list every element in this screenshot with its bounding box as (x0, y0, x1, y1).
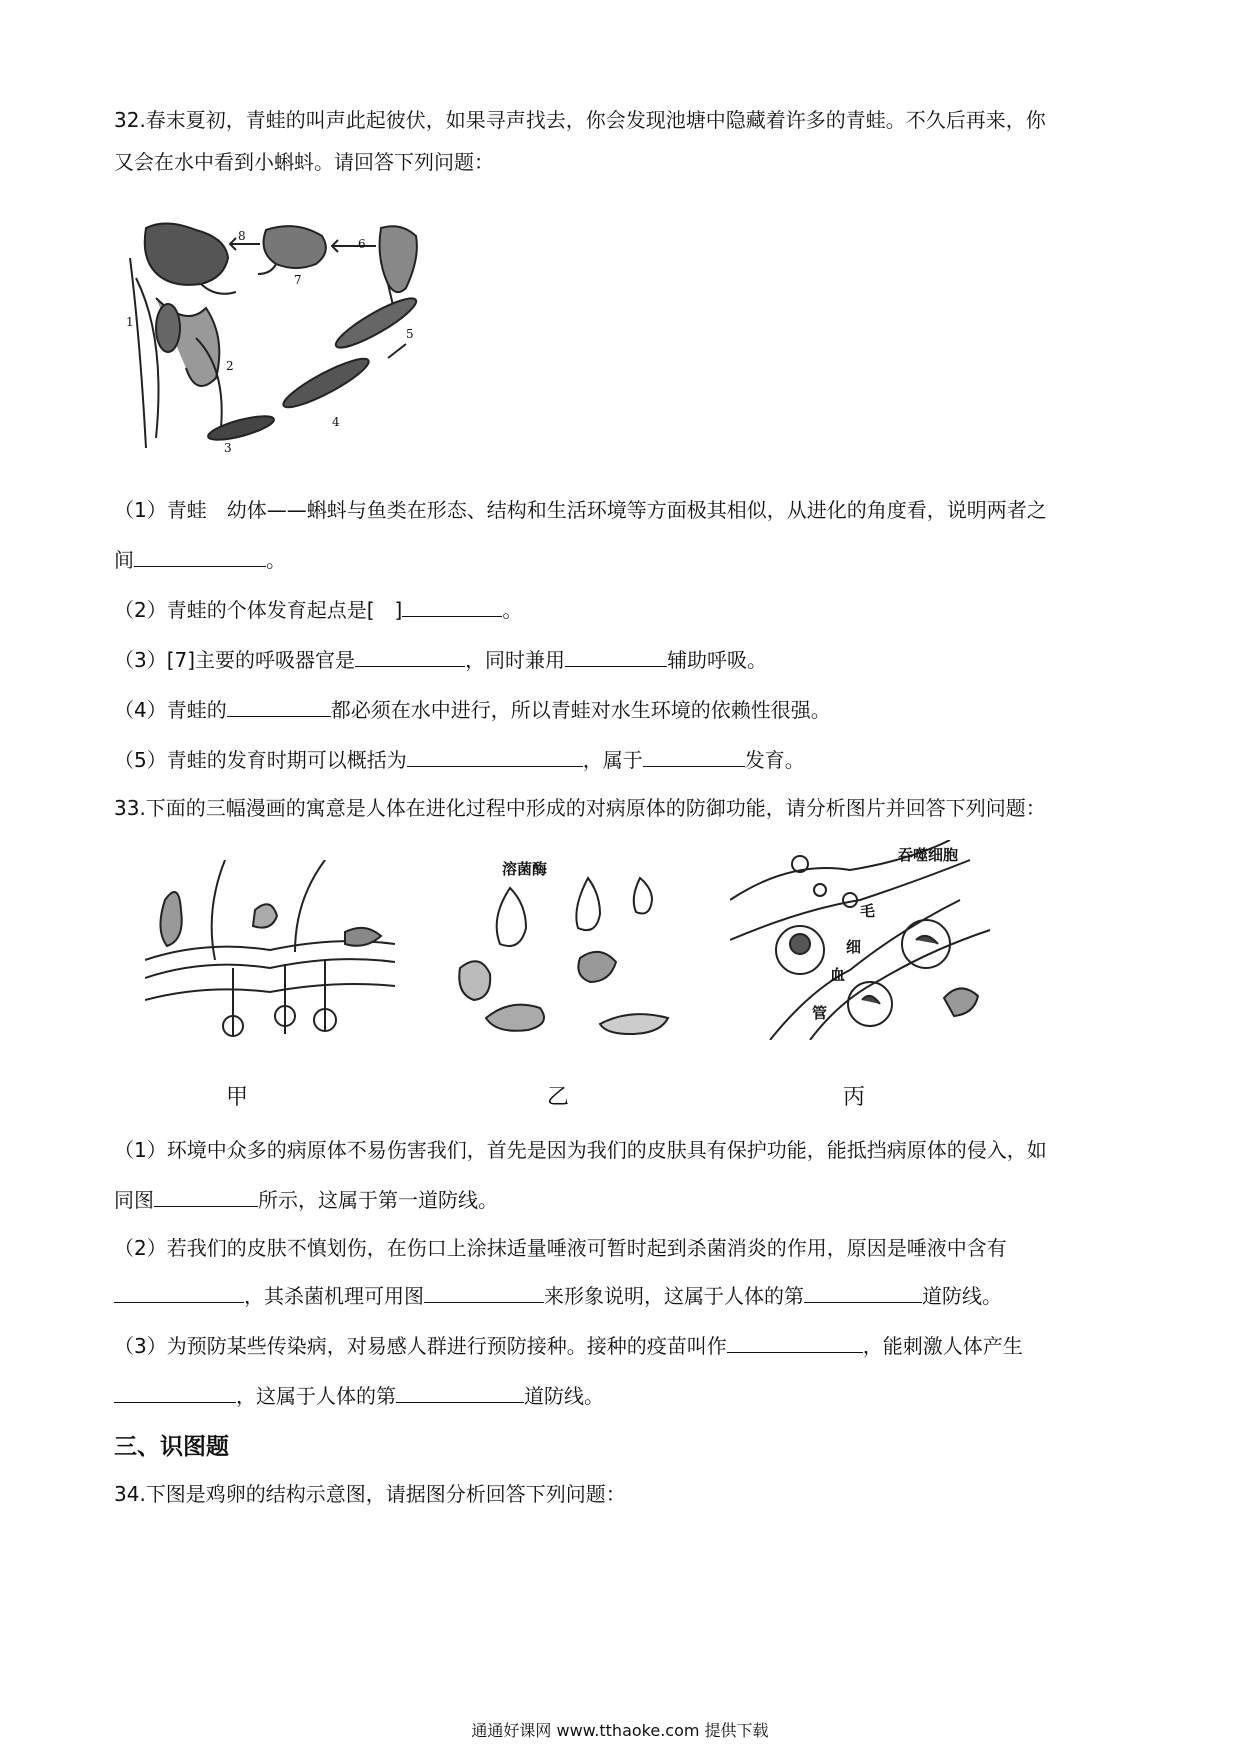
answer-blank[interactable] (114, 1282, 244, 1303)
text-span: 道防线。 (524, 1384, 604, 1408)
text-span: （3）为预防某些传染病，对易感人群进行预防接种。接种的疫苗叫作 (114, 1334, 727, 1358)
answer-blank[interactable] (643, 746, 745, 767)
figure-number-3: 3 (224, 441, 232, 455)
q33-sub3-line-1 (114, 1332, 1023, 1360)
answer-blank[interactable] (396, 1382, 524, 1403)
q33-sub2-line-1: （2）若我们的皮肤不慎划伤，在伤口上涂抹适量唾液可暂时起到杀菌消炎的作用，原因是唾液中含有 (114, 1236, 1007, 1260)
figure-yi-lysozyme (440, 848, 690, 1038)
answer-blank[interactable] (407, 746, 583, 767)
q33-sub2-line-2 (114, 1282, 1002, 1310)
figure-jia-skin (145, 860, 395, 1040)
text-span: 所示，这属于第一道防线。 (258, 1188, 498, 1212)
answer-blank[interactable] (227, 696, 331, 717)
text-span: ，其杀菌机理可用图 (244, 1284, 424, 1308)
q32-intro-line-1: 32.春末夏初，青蛙的叫声此起彼伏，如果寻声找去，你会发现池塘中隐藏着许多的青蛙。不久后再来，你 (114, 108, 1046, 132)
text-span: 间 (114, 548, 134, 572)
answer-blank[interactable] (114, 1382, 236, 1403)
figure-number-8: 8 (238, 229, 246, 243)
text-span: 辅助呼吸。 (667, 648, 768, 672)
q33-sub1-line-1: （1）环境中众多的病原体不易伤害我们，首先是因为我们的皮肤具有保护功能，能抵挡病原体的侵入，如 (114, 1138, 1047, 1162)
q32-sub3 (114, 646, 767, 674)
figure-label-jia: 甲 (226, 1085, 249, 1110)
section-heading: 三、识图题 (114, 1434, 229, 1460)
q33-sub3-line-2 (114, 1382, 604, 1410)
answer-blank[interactable] (424, 1282, 544, 1303)
figure-number-2: 2 (226, 359, 234, 373)
text-span: 同图 (114, 1188, 154, 1212)
answer-blank[interactable] (402, 596, 502, 617)
page-footer: 通通好课网 www.tthaoke.com 提供下载 (471, 1721, 769, 1740)
answer-blank[interactable] (134, 546, 266, 567)
figure-text-phagocyte: 吞噬细胞 (898, 846, 959, 864)
figure-text-capillary-3: 血 (830, 966, 846, 984)
figure-number-7: 7 (294, 273, 302, 287)
q32-sub1-line-2 (114, 546, 286, 574)
figure-text-capillary-1: 毛 (860, 902, 876, 920)
answer-blank[interactable] (355, 646, 465, 667)
figure-text-capillary-2: 细 (846, 938, 862, 956)
q33-intro: 33.下面的三幅漫画的寓意是人体在进化过程中形成的对病原体的防御功能，请分析图片并回答下列问题： (114, 796, 1046, 820)
q32-sub4 (114, 696, 831, 724)
text-span: ，能刺激人体产生 (862, 1334, 1023, 1358)
answer-blank[interactable] (565, 646, 667, 667)
figure-text-capillary-4: 管 (812, 1004, 828, 1022)
text-span: 道防线。 (922, 1284, 1002, 1308)
figure-label-yi: 乙 (547, 1085, 570, 1110)
text-span: 发育。 (744, 748, 805, 772)
q33-sub1-line-2 (114, 1186, 498, 1214)
figure-bing-phagocyte (730, 840, 1020, 1040)
text-span: （3）[7]主要的呼吸器官是 (114, 648, 356, 672)
text-span: （2）青蛙的个体发育起点是[ ] (114, 598, 403, 622)
q32-sub5 (114, 746, 805, 774)
figure-number-6: 6 (358, 237, 366, 251)
answer-blank[interactable] (804, 1282, 922, 1303)
text-span: （4）青蛙的 (114, 698, 227, 722)
text-span: ，属于 (582, 748, 643, 772)
answer-blank[interactable] (727, 1332, 863, 1353)
figure-text-lysozyme: 溶菌酶 (502, 860, 548, 878)
text-span: （5）青蛙的发育时期可以概括为 (114, 748, 407, 772)
q34-intro: 34.下图是鸡卵的结构示意图，请据图分析回答下列问题： (114, 1482, 626, 1506)
text-span: ，这属于人体的第 (236, 1384, 396, 1408)
q32-sub1-line-1: （1）青蛙 幼体——蝌蚪与鱼类在形态、结构和生活环境等方面极其相似，从进化的角度看，说明两者之 (114, 498, 1047, 522)
figure-number-1: 1 (126, 315, 134, 329)
figure-number-4: 4 (332, 415, 340, 429)
text-span: 。 (502, 598, 523, 622)
text-span: 。 (266, 548, 286, 572)
q32-intro-line-2: 又会在水中看到小蝌蚪。请回答下列问题： (114, 150, 494, 174)
text-span: ，同时兼用 (465, 648, 566, 672)
answer-blank[interactable] (154, 1186, 258, 1207)
frog-life-cycle-figure (126, 218, 482, 463)
figure-label-bing: 丙 (843, 1085, 866, 1110)
q32-sub2 (114, 596, 522, 624)
text-span: 都必须在水中进行，所以青蛙对水生环境的依赖性很强。 (330, 698, 831, 722)
figure-number-5: 5 (406, 327, 414, 341)
text-span: 来形象说明，这属于人体的第 (544, 1284, 804, 1308)
